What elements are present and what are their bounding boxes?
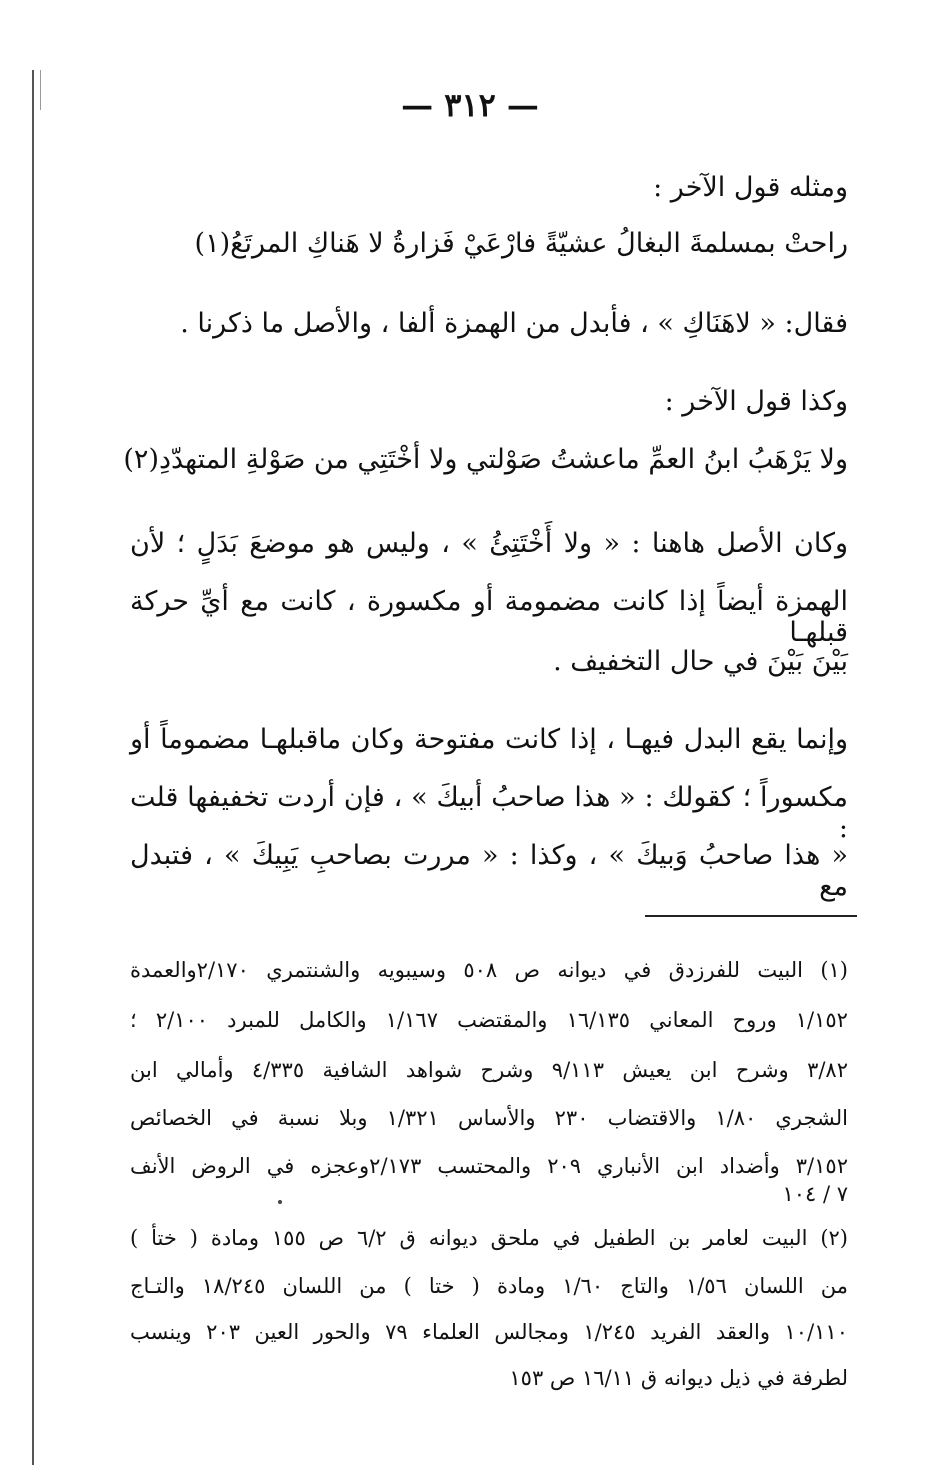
ink-speck (278, 1200, 282, 1204)
scan-binding-edge (32, 70, 34, 1465)
verse-line: ولا يَرْهَبُ ابنُ العمِّ ماعشتُ صَوْلتي ولا أخْتَتِي من صَوْلةِ المتهدّدِ(٢) (123, 444, 848, 475)
footnote-line: ٧ / ١٠٤ (782, 1182, 848, 1206)
verse-line: راحتْ بمسلمةَ البغالُ عشيّةً فارْعَيْ فَزارةُ لا هَناكِ المرتَعُ(١) (194, 228, 848, 259)
text-line: وإنما يقع البدل فيهـا ، إذا كانت مفتوحة وكان ماقبلهـا مضموماً أو (130, 724, 848, 755)
footnote-line: ١٠/١١٠ والعقد الفريد ١/٢٤٥ ومجالس العلماء ٧٩ والحور العين ٢٠٣ وينسب (130, 1320, 848, 1344)
text-line: « هذا صاحبُ وَبيكَ » ، وكذا : « مررت بصاحبِ يَبِيكَ » ، فتبدل مع (130, 840, 848, 902)
text-line: ومثله قول الآخر : (653, 172, 848, 203)
text-line: بَيْنَ بَيْنَ في حال التخفيف . (553, 646, 848, 677)
text-line: فقال: « لاهَنَاكِ » ، فأبدل من الهمزة ألفا ، والأصل ما ذكرنا . (180, 308, 848, 339)
text-line: وكذا قول الآخر : (664, 386, 848, 417)
footnote-line: (٢) البيت لعامر بن الطفيل في ملحق ديوانه ق ٦/٢ ص ١٥٥ ومادة ( ختأ ) (130, 1226, 848, 1250)
text-line: وكان الأصل هاهنا : « ولا أَخْتَتِئُ » ، وليس هو موضعَ بَدَلٍ ؛ لأن (130, 528, 848, 559)
footnote-line: (١) البيت للفرزدق في ديوانه ص ٥٠٨ وسيبويه والشنتمري ٢/١٧٠والعمدة (130, 958, 848, 982)
text-line: الهمزة أيضاً إذا كانت مضمومة أو مكسورة ، كانت مع أيِّ حركة قبلهـا (130, 586, 848, 648)
footnote-line: ١/١٥٢ وروح المعاني ١٦/١٣٥ والمقتضب ١/١٦٧ والكامل للمبرد ٢/١٠٠ ؛ (130, 1008, 848, 1032)
footnote-line: ٣/١٥٢ وأضداد ابن الأنباري ٢٠٩ والمحتسب ٢/١٧٣وعجزه في الروض الأنف (130, 1154, 848, 1178)
footnote-line: ٣/٨٢ وشرح ابن يعيش ٩/١١٣ وشرح شواهد الشافية ٤/٣٣٥ وأمالي ابن (130, 1058, 848, 1082)
footnote-line: الشجري ١/٨٠ والاقتضاب ٢٣٠ والأساس ١/٣٢١ وبلا نسبة في الخصائص (130, 1106, 848, 1130)
page-number: — ٣١٢ — (401, 86, 539, 124)
text-line: مكسوراً ؛ كقولك : « هذا صاحبُ أبيكَ » ، فإن أردت تخفيفها قلت : (130, 782, 848, 844)
footnote-line: لطرفة في ذيل ديوانه ق ١٦/١١ ص ١٥٣ (509, 1366, 848, 1390)
footnote-separator (645, 915, 857, 917)
footnote-line: من اللسان ١/٥٦ والتاج ١/٦٠ ومادة ( ختا ) من اللسان ١٨/٢٤٥ والتـاج (130, 1274, 848, 1298)
